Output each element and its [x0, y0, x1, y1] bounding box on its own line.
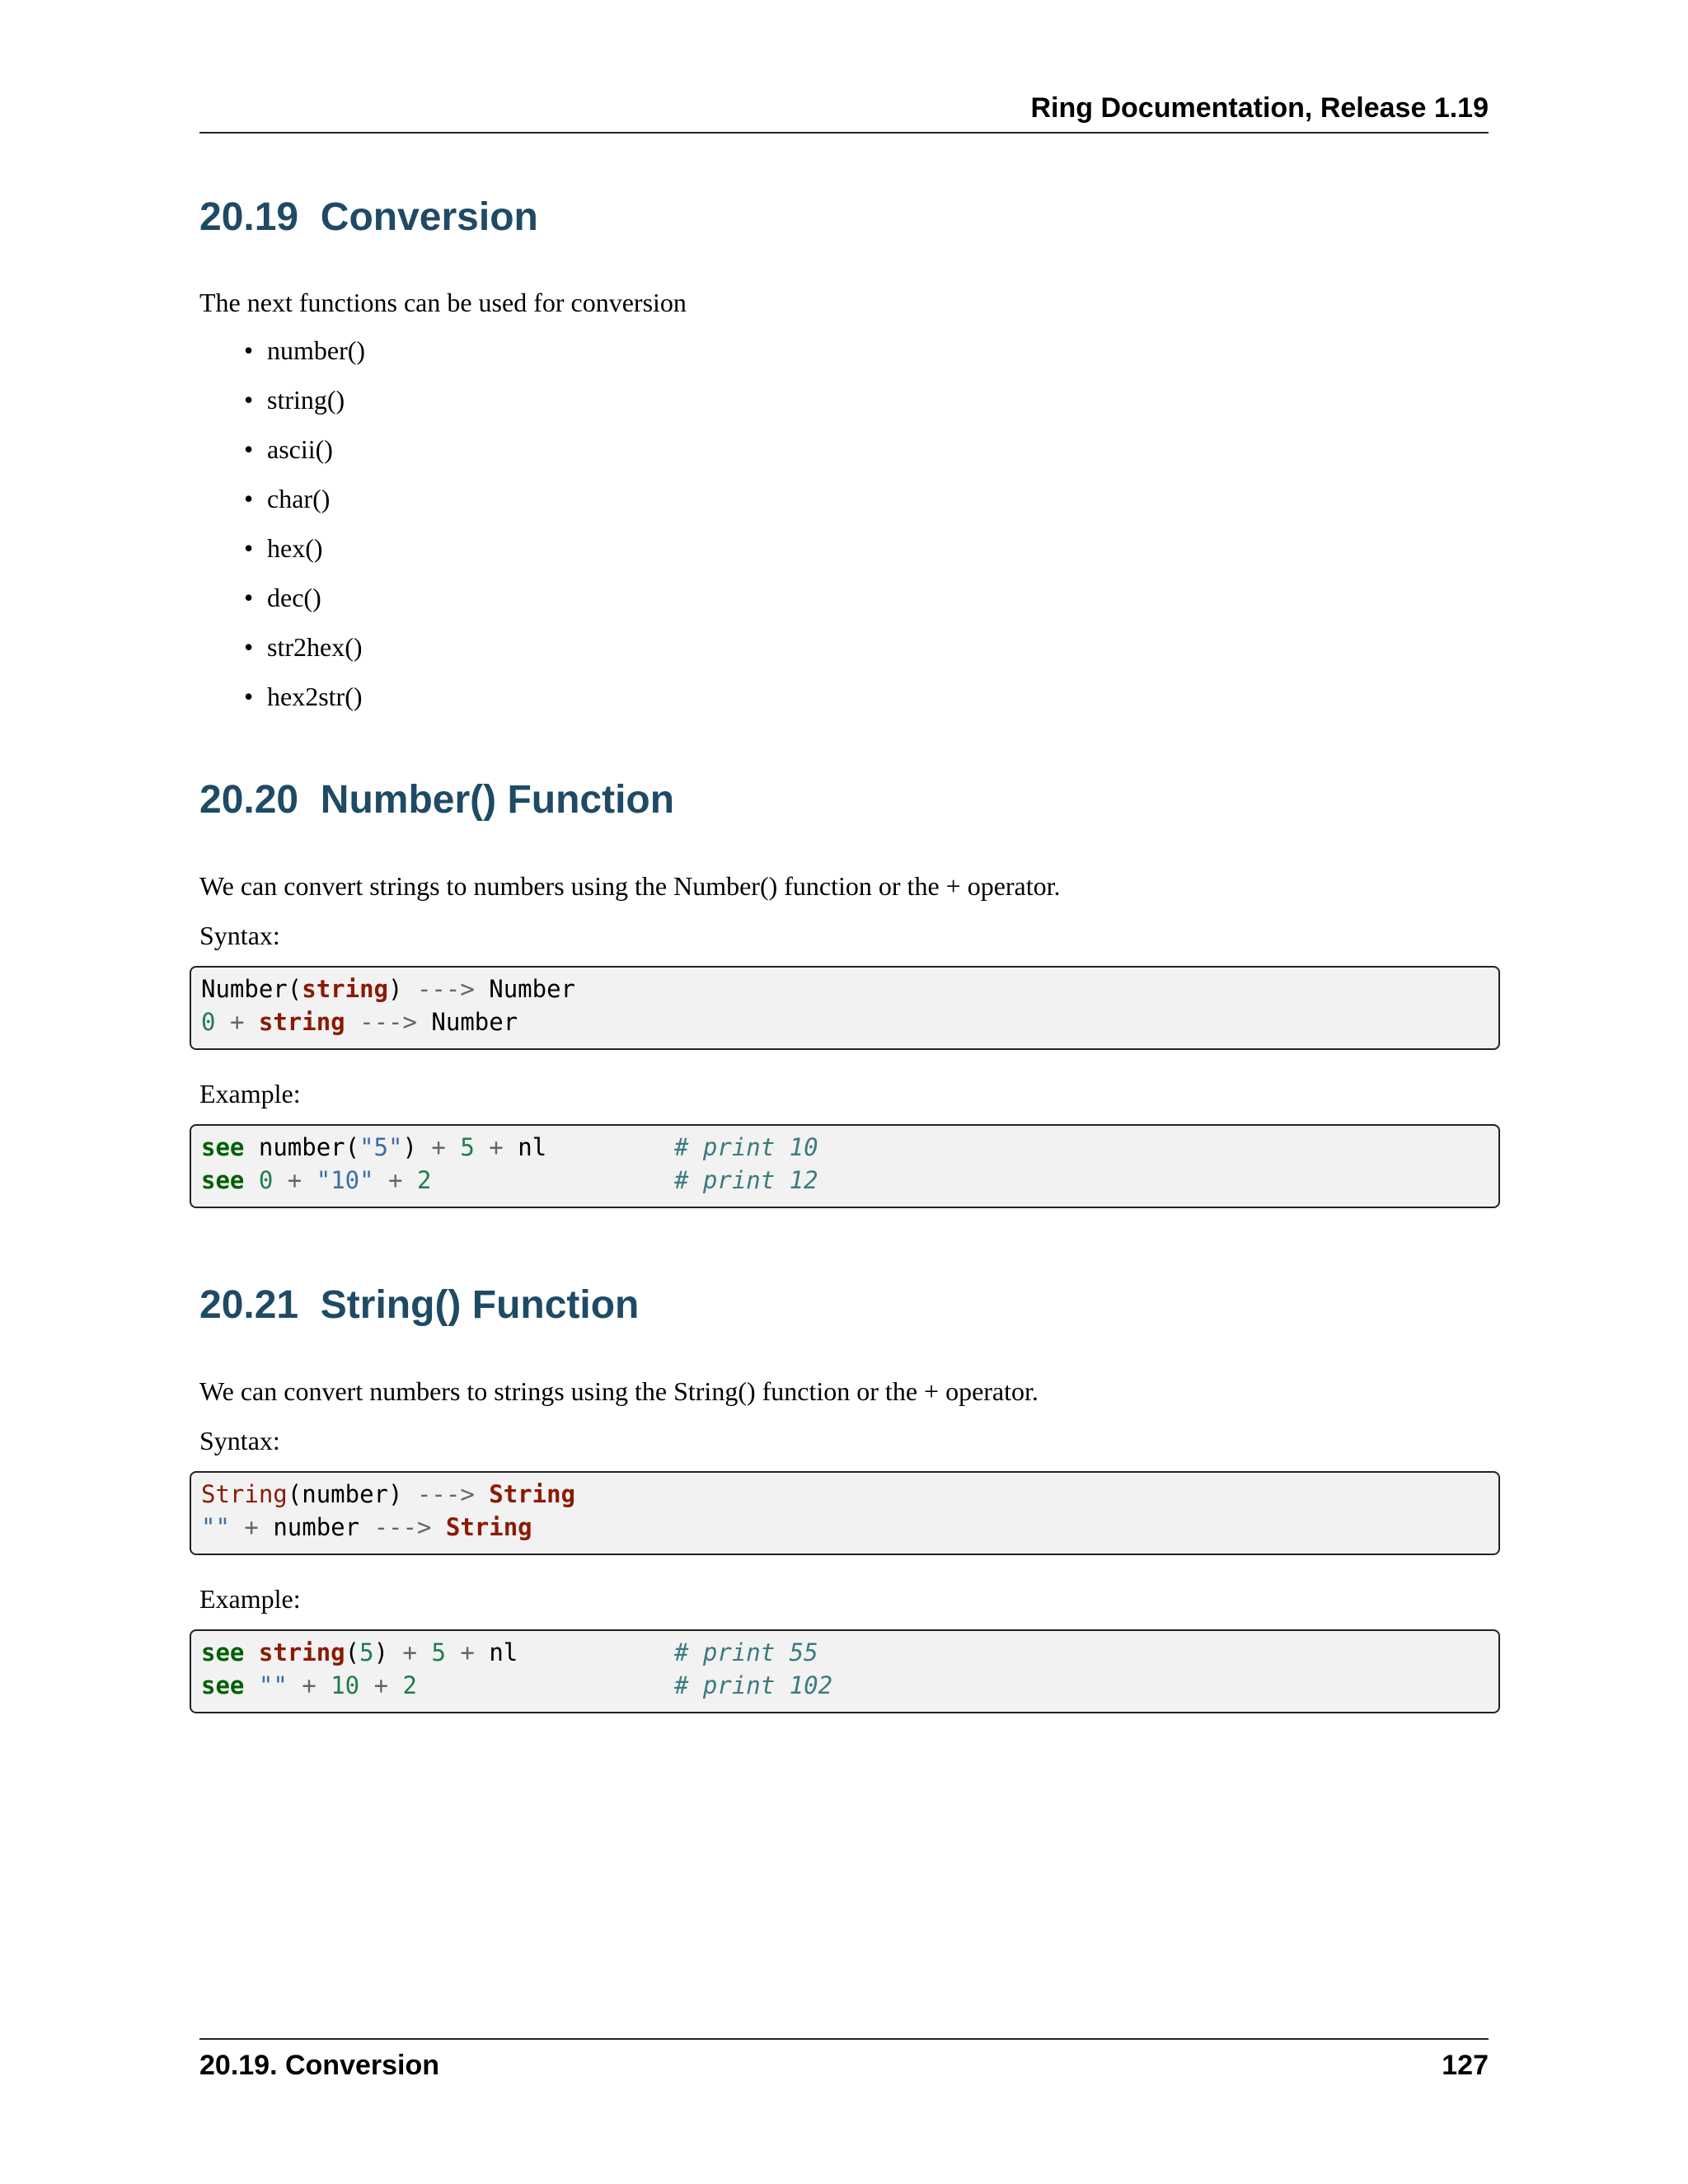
heading-string-function: 20.21 String() Function — [199, 1283, 640, 1327]
page-number: 127 — [1442, 2050, 1489, 2081]
bullet-icon: • — [244, 434, 254, 464]
string-function-intro: We can convert numbers to strings using the String() function or the + operator. — [199, 1376, 1039, 1406]
code-line: 0 + string ---> Number — [201, 1008, 518, 1036]
code-line: String(number) ---> String — [201, 1480, 576, 1508]
code-comment: # print 10 — [674, 1133, 818, 1161]
code-comment: # print 55 — [674, 1638, 818, 1666]
code-comment: # print 102 — [674, 1671, 833, 1699]
code-line: see "" + 10 + 2 # print 102 — [201, 1669, 417, 1702]
heading-number-function: 20.20 Number() Function — [199, 778, 675, 822]
heading-conversion: 20.19 Conversion — [199, 195, 538, 239]
code-line: "" + number ---> String — [201, 1513, 532, 1541]
bullet-icon: • — [244, 583, 254, 612]
code-line: see 0 + "10" + 2 # print 12 — [201, 1164, 431, 1197]
document-title: Ring Documentation, Release 1.19 — [1030, 92, 1489, 124]
page-header — [199, 92, 1489, 134]
list-item: • char() — [244, 484, 331, 513]
bullet-icon: • — [244, 533, 254, 563]
conversion-function-list — [199, 334, 365, 729]
bullet-icon: • — [244, 484, 254, 513]
list-item: • hex2str() — [244, 682, 363, 711]
string-example-code-block — [190, 1629, 1500, 1713]
page-footer — [199, 2038, 1489, 2081]
list-item: • dec() — [244, 583, 321, 612]
code-line: Number(string) ---> Number — [201, 975, 576, 1003]
footer-section: 20.19. Conversion — [199, 2050, 440, 2081]
bullet-icon: • — [244, 682, 254, 711]
string-syntax-code-block — [190, 1471, 1500, 1555]
code-line: see string(5) + 5 + nl # print 55 — [201, 1636, 518, 1669]
bullet-icon: • — [244, 385, 254, 415]
list-item: • hex() — [244, 533, 323, 563]
code-line: see number("5") + 5 + nl # print 10 — [201, 1131, 546, 1164]
list-item: • str2hex() — [244, 632, 363, 662]
string-syntax-label: Syntax: — [199, 1426, 280, 1455]
number-syntax-label: Syntax: — [199, 921, 280, 950]
conversion-intro: The next functions can be used for conversion — [199, 288, 687, 317]
bullet-icon: • — [244, 632, 254, 662]
bullet-icon: • — [244, 335, 254, 365]
list-item: • string() — [244, 385, 345, 415]
number-function-intro: We can convert strings to numbers using the Number() function or the + operator. — [199, 871, 1061, 901]
number-example-code-block — [190, 1124, 1500, 1208]
code-comment: # print 12 — [674, 1166, 818, 1194]
number-syntax-code-block — [190, 966, 1500, 1050]
string-example-label: Example: — [199, 1584, 301, 1614]
number-example-label: Example: — [199, 1079, 301, 1108]
list-item: • number() — [244, 335, 366, 365]
list-item: • ascii() — [244, 434, 333, 464]
